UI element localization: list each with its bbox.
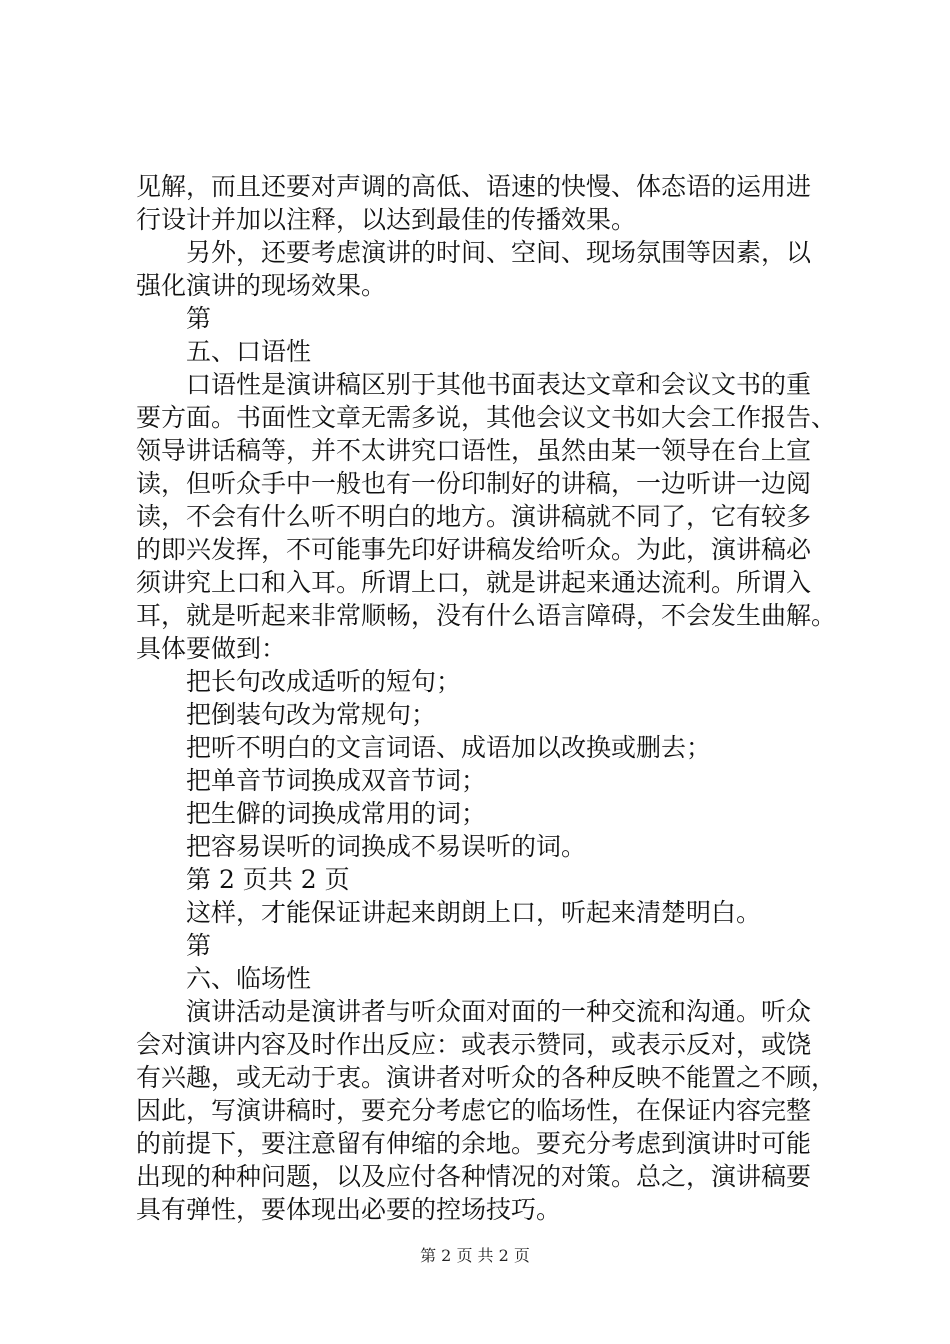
- text-line: 这样，才能保证讲起来朗朗上口，听起来清楚明白。: [186, 898, 762, 927]
- text-line: 会对演讲内容及时作出反应：或表示赞同，或表示反对，或饶: [136, 1030, 812, 1059]
- text-line: 口语性是演讲稿区别于其他书面表达文章和会议文书的重: [186, 370, 812, 399]
- text-line: 有兴趣，或无动于衷。演讲者对听众的各种反映不能置之不顾，: [136, 1063, 837, 1092]
- text-line: 读，不会有什么听不明白的地方。演讲稿就不同了，它有较多: [136, 502, 812, 531]
- text-line: 要方面。书面性文章无需多说，其他会议文书如大会工作报告、: [136, 403, 837, 432]
- text-line: 读，但听众手中一般也有一份印制好的讲稿，一边听讲一边阅: [136, 469, 812, 498]
- text-line: 具有弹性，要体现出必要的控场技巧。: [136, 1195, 562, 1224]
- list-item: 把单音节词换成双音节词；: [186, 766, 487, 795]
- list-item: 把长句改成适听的短句；: [186, 667, 462, 696]
- text-line: 耳，就是听起来非常顺畅，没有什么语言障碍，不会发生曲解。: [136, 601, 837, 630]
- text-line: 具体要做到：: [136, 634, 287, 663]
- page-footer: 第 2 页 共 2 页: [420, 1246, 530, 1265]
- text-line: 另外，还要考虑演讲的时间、空间、现场氛围等因素，以: [186, 238, 812, 267]
- inline-page-marker: 第 2 页共 2 页: [186, 865, 350, 894]
- text-line: 的前提下，要注意留有伸缩的余地。要充分考虑到演讲时可能: [136, 1129, 812, 1158]
- section-heading: 六、临场性: [186, 964, 312, 993]
- list-item: 把听不明白的文言词语、成语加以改换或删去；: [186, 733, 712, 762]
- text-line: 领导讲话稿等，并不太讲究口语性，虽然由某一领导在台上宣: [136, 436, 812, 465]
- list-item: 把容易误听的词换成不易误听的词。: [186, 832, 587, 861]
- text-line: 强化演讲的现场效果。: [136, 271, 387, 300]
- text-line: 因此，写演讲稿时，要充分考虑它的临场性，在保证内容完整: [136, 1096, 812, 1125]
- list-item: 把倒装句改为常规句；: [186, 700, 437, 729]
- text-line: 行设计并加以注释，以达到最佳的传播效果。: [136, 205, 637, 234]
- text-line: 须讲究上口和入耳。所谓上口，就是讲起来通达流利。所谓入: [136, 568, 812, 597]
- section-heading: 五、口语性: [186, 337, 312, 366]
- document-body: [136, 170, 836, 1226]
- text-line: 的即兴发挥，不可能事先印好讲稿发给听众。为此，演讲稿必: [136, 535, 812, 564]
- text-line: 见解，而且还要对声调的高低、语速的快慢、体态语的运用进: [136, 172, 812, 201]
- text-line: 第: [186, 304, 212, 333]
- text-line: 演讲活动是演讲者与听众面对面的一种交流和沟通。听众: [186, 997, 812, 1026]
- text-line: 出现的种种问题，以及应付各种情况的对策。总之，演讲稿要: [136, 1162, 812, 1191]
- text-line: 第: [186, 931, 212, 960]
- list-item: 把生僻的词换成常用的词；: [186, 799, 487, 828]
